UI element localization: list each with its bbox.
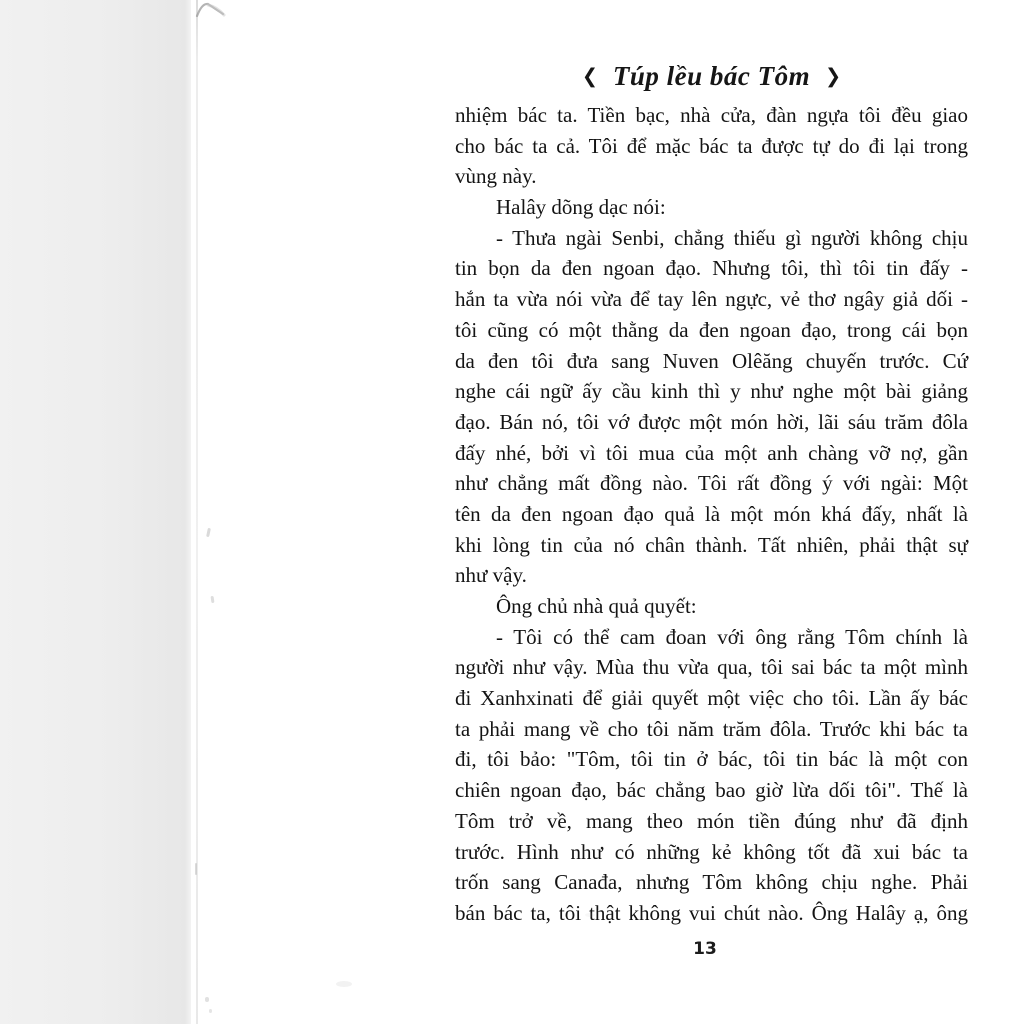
- text-line: ta phải mang về cho tôi năm trăm đôla. Trước khi bác ta: [455, 716, 968, 741]
- text-line: - Thưa ngài Senbi, chẳng thiếu gì người không chịu: [496, 225, 968, 250]
- text-line: đạo. Bán nó, tôi vớ được một món hời, lãi sáu trăm đôla: [455, 409, 968, 434]
- text-line: tôi cũng có một thằng da đen ngoan đạo, trong cái bọn: [455, 317, 968, 342]
- text-line: trước. Hình như có những kẻ không tốt đã xui bác ta: [455, 839, 968, 864]
- text-line: nhiệm bác ta. Tiền bạc, nhà cửa, đàn ngựa tôi đều giao: [455, 103, 968, 127]
- running-header: [455, 58, 968, 94]
- body-text: [455, 100, 968, 929]
- page-speck: [195, 863, 197, 875]
- text-line: da đen tôi đưa sang Nuven Olêăng chuyến trước. Cứ: [455, 348, 968, 373]
- text-line: tên da đen ngoan đạo quả là một món khá đấy, nhất là: [455, 501, 968, 526]
- chevron-right-ornament-icon: ❯: [825, 64, 842, 88]
- text-line: như chẳng mất đồng nào. Tôi rất đồng ý với ngài: Một: [455, 471, 968, 496]
- text-line: đi, tôi bảo: "Tôm, tôi tin ở bác, tôi tin bác là một con: [455, 747, 968, 772]
- text-line: vùng này.: [455, 164, 537, 189]
- photo-gutter-left: [0, 0, 191, 1024]
- text-line: hắn ta vừa nói vừa để tay lên ngực, vẻ thơ ngây giả dối -: [455, 287, 968, 312]
- text-line: như vậy.: [455, 563, 527, 588]
- text-line: Tôm trở về, mang theo món tiền đúng như đã định: [455, 808, 968, 833]
- book-title: Túp lều bác Tôm: [612, 60, 811, 91]
- text-line: người như vậy. Mùa thu vừa qua, tôi sai bác ta một mình: [455, 655, 968, 680]
- text-line: nghe cái ngữ ấy cầu kinh thì y như nghe một bài giảng: [455, 379, 968, 404]
- text-line: trốn sang Canađa, nhưng Tôm không chịu nghe. Phải: [455, 870, 968, 895]
- text-line: bán bác ta, tôi thật không vui chút nào. Ông Halây ạ, ông: [455, 900, 968, 925]
- text-line: đấy nhé, bởi vì tôi mua của một anh chàng vỡ nợ, gần: [455, 440, 968, 465]
- page-speck: [209, 1009, 212, 1013]
- page-corner-curl: [193, 0, 239, 26]
- page-number: 13: [693, 939, 717, 959]
- text-line: tin bọn da đen ngoan đạo. Nhưng tôi, thì tôi tin đấy -: [455, 256, 968, 281]
- book-page: [198, 0, 1024, 1024]
- text-line: cho bác ta cả. Tôi để mặc bác ta được tự do đi lại trong: [455, 133, 968, 158]
- text-line: đi Xanhxinati để giải quyết một việc cho tôi. Lần ấy bác: [455, 686, 968, 711]
- text-line: khi lòng tin của nó chân thành. Tất nhiên, phải thật sự: [455, 532, 968, 557]
- text-line: Halây dõng dạc nói:: [496, 195, 666, 220]
- page-speck: [205, 997, 209, 1002]
- page-speck: [585, 913, 595, 917]
- page-speck: [336, 981, 352, 987]
- chevron-left-ornament-icon: ❮: [581, 64, 598, 88]
- text-line: - Tôi có thể cam đoan với ông rằng Tôm chính là: [496, 624, 968, 649]
- text-line: chiên ngoan đạo, bác chẳng bao giờ lừa dối tôi". Thế là: [455, 778, 968, 803]
- text-line: Ông chủ nhà quả quyết:: [496, 594, 697, 618]
